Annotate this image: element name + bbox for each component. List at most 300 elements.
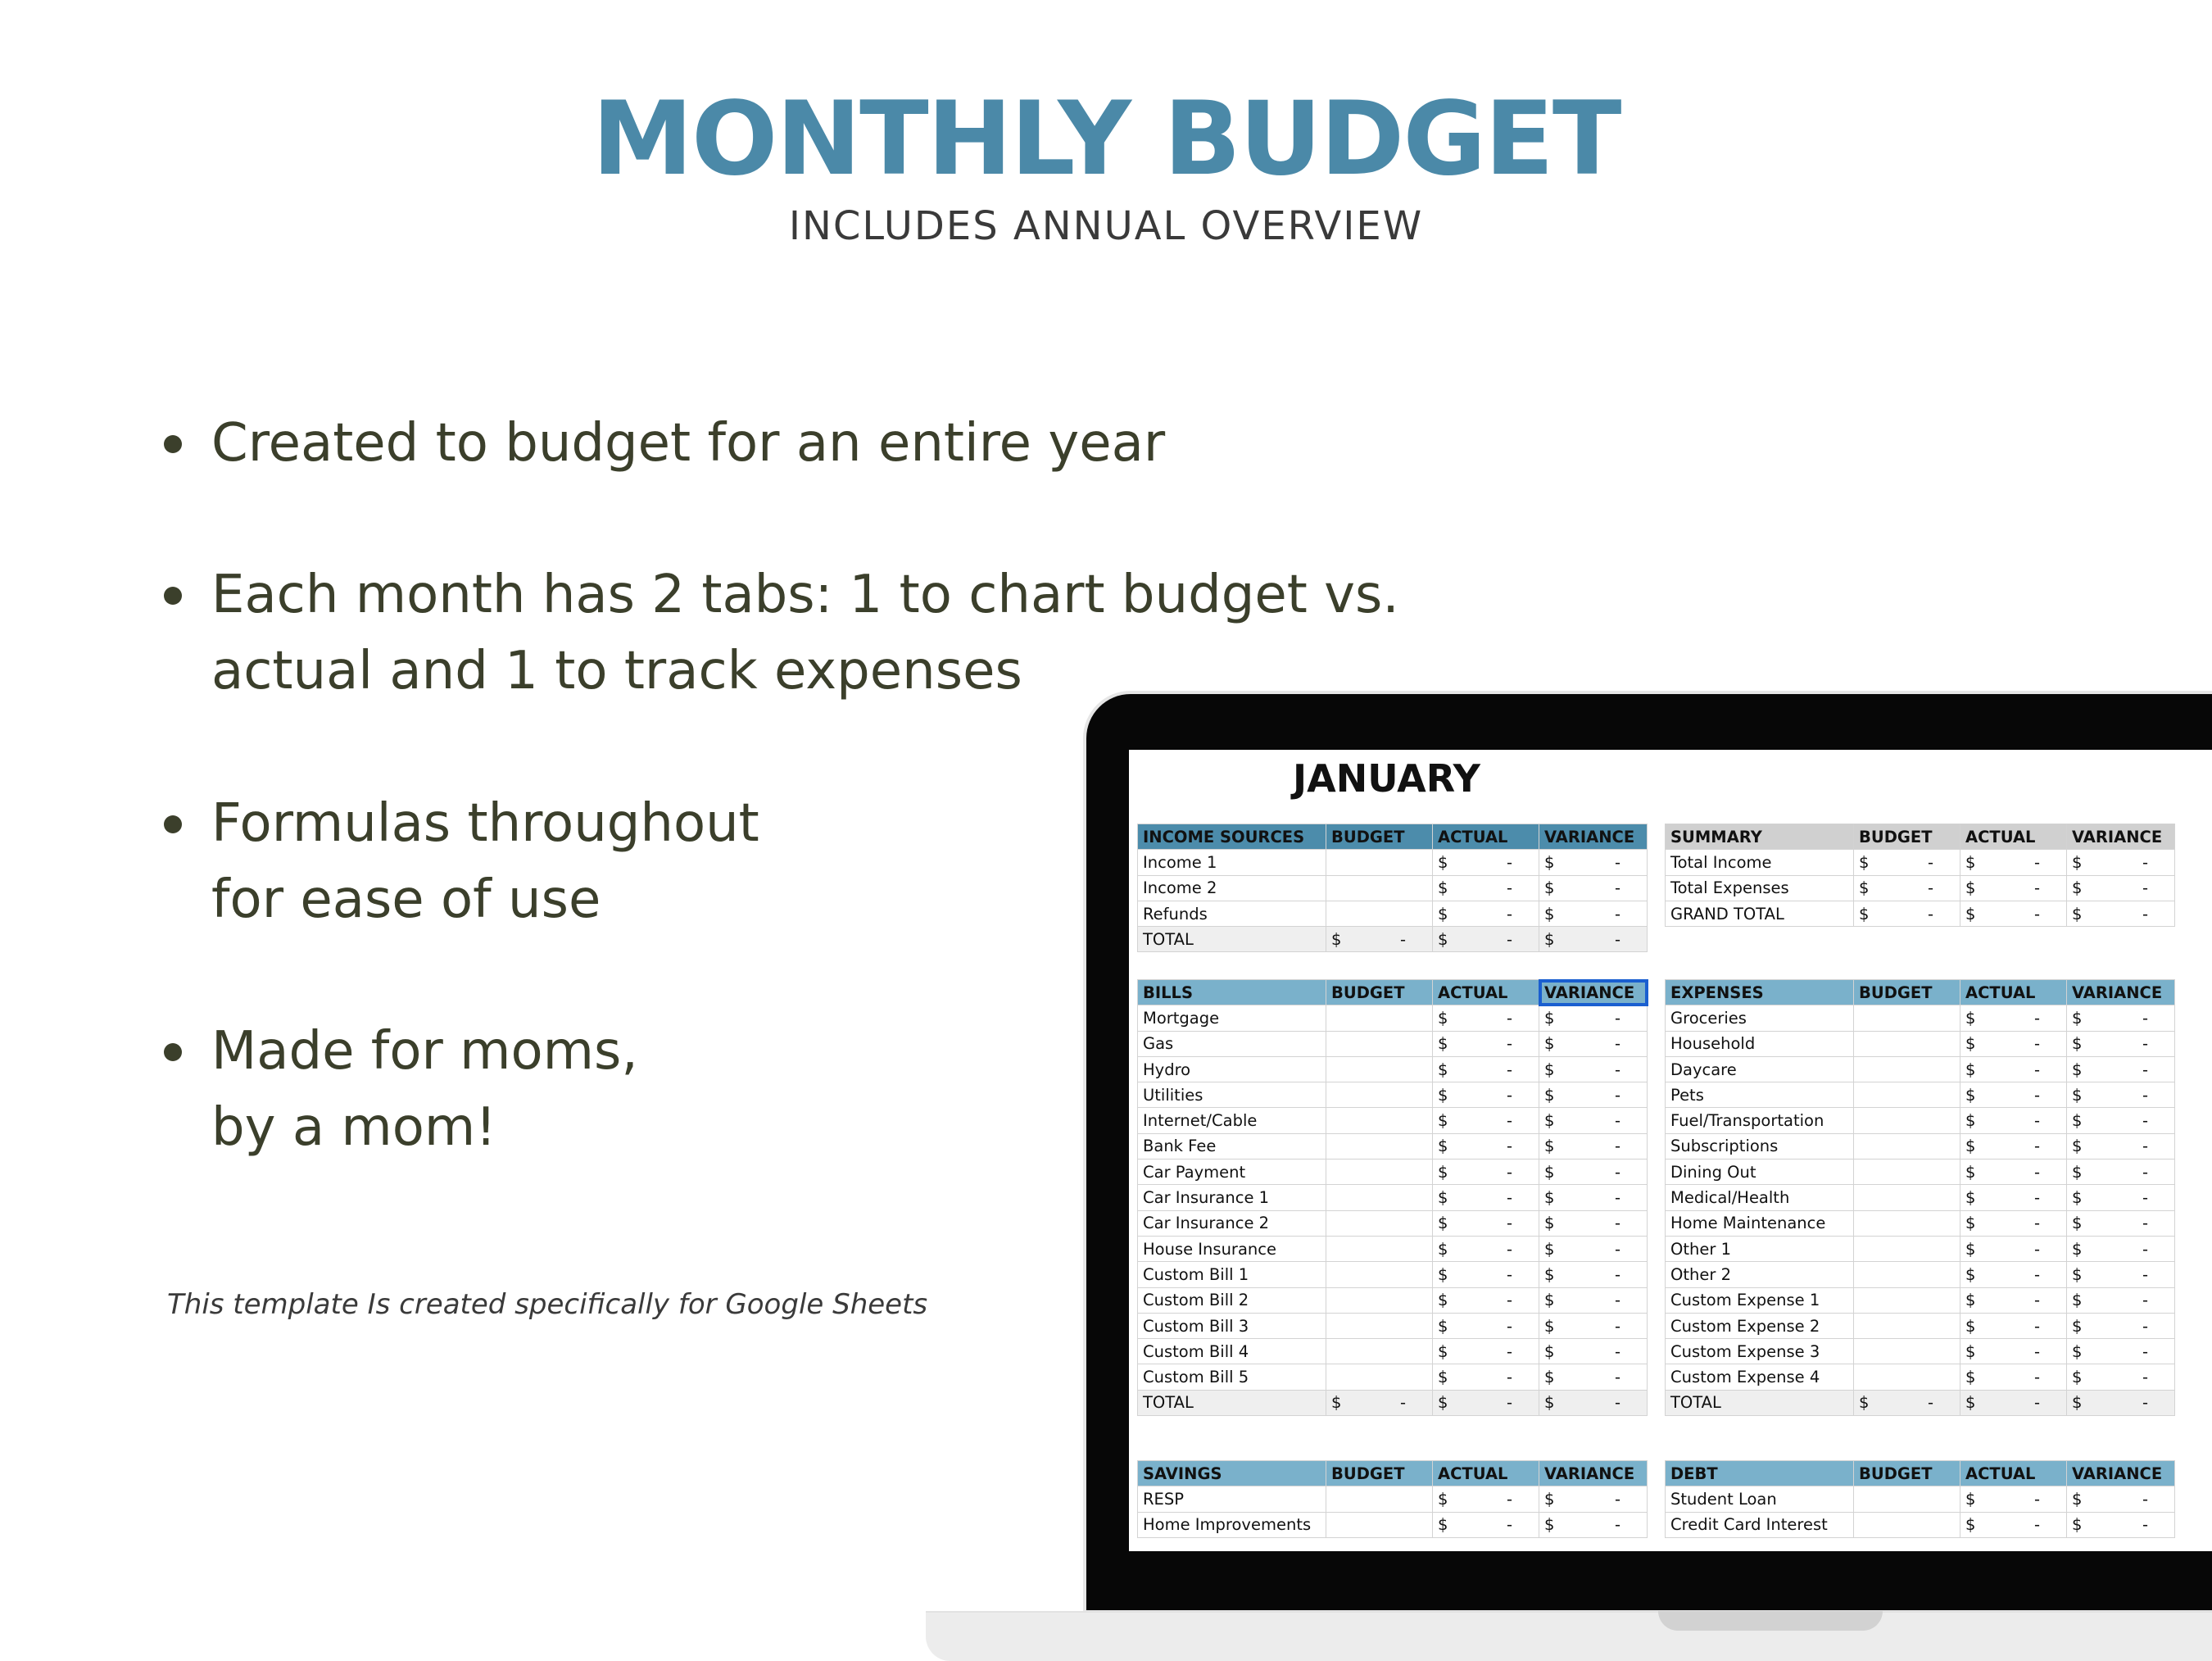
value-cell[interactable]	[1539, 850, 1648, 875]
column-header[interactable]: BUDGET	[1326, 980, 1433, 1005]
row-label-cell[interactable]: GRAND TOTAL	[1666, 901, 1854, 926]
value-cell[interactable]	[1326, 1005, 1433, 1031]
value-cell[interactable]	[1433, 1287, 1539, 1313]
value-cell[interactable]	[1539, 1339, 1648, 1364]
value-cell[interactable]	[1433, 1108, 1539, 1133]
value-cell[interactable]	[1539, 1108, 1648, 1133]
currency-symbol: $	[2072, 1137, 2083, 1156]
money-value	[1859, 878, 1955, 897]
money-value	[1438, 1009, 1534, 1028]
value-cell[interactable]	[2067, 1339, 2175, 1364]
total-value-cell[interactable]	[1854, 1390, 1960, 1415]
value-cell[interactable]	[1433, 1364, 1539, 1390]
currency-symbol: $	[2072, 1489, 2083, 1509]
column-header[interactable]: ACTUAL	[1960, 824, 2067, 850]
value-cell[interactable]	[1960, 1108, 2067, 1133]
empty-value: -	[1614, 1188, 1620, 1208]
row-label-cell[interactable]: Custom Expense 4	[1666, 1364, 1854, 1390]
row-label-cell[interactable]: Internet/Cable	[1138, 1108, 1326, 1133]
empty-value: -	[2033, 1368, 2040, 1387]
value-cell[interactable]	[1539, 1313, 1648, 1338]
total-value-cell[interactable]	[1326, 1390, 1433, 1415]
table-row	[1138, 1005, 1648, 1031]
total-value-cell[interactable]	[1539, 1390, 1648, 1415]
value-cell[interactable]	[1326, 1082, 1433, 1108]
feature-item	[211, 557, 1399, 710]
value-cell[interactable]	[1539, 1005, 1648, 1031]
column-header[interactable]: BUDGET	[1326, 1461, 1433, 1486]
money-value	[1438, 1291, 1534, 1309]
money-value	[1438, 878, 1534, 897]
value-cell[interactable]	[1539, 901, 1648, 926]
table-row	[1138, 1313, 1648, 1338]
empty-value: -	[2142, 1393, 2148, 1413]
currency-symbol: $	[1438, 1162, 1448, 1182]
value-cell[interactable]	[1854, 1364, 1960, 1390]
value-cell[interactable]	[1539, 1210, 1648, 1236]
empty-value: -	[2033, 1316, 2040, 1336]
empty-value: -	[2142, 904, 2148, 924]
empty-value: -	[2033, 1515, 2040, 1535]
row-label-cell[interactable]: Pets	[1666, 1082, 1854, 1108]
value-cell[interactable]	[1326, 1339, 1433, 1364]
money-value	[1544, 1342, 1642, 1361]
value-cell[interactable]	[2067, 1031, 2175, 1056]
column-header[interactable]: ACTUAL	[1433, 1461, 1539, 1486]
value-cell[interactable]	[1539, 1236, 1648, 1261]
value-cell[interactable]	[1433, 1005, 1539, 1031]
row-label-cell[interactable]: Income 2	[1138, 875, 1326, 901]
row-label-cell[interactable]: Student Loan	[1666, 1486, 1854, 1512]
empty-value: -	[2142, 1316, 2148, 1336]
column-header[interactable]: ACTUAL	[1960, 1461, 2067, 1486]
value-cell[interactable]	[1854, 1108, 1960, 1133]
empty-value: -	[1614, 1239, 1620, 1259]
empty-value: -	[2142, 1111, 2148, 1131]
column-header[interactable]: ACTUAL	[1433, 824, 1539, 850]
value-cell[interactable]	[1539, 1056, 1648, 1082]
money-value	[1438, 1393, 1534, 1412]
value-cell[interactable]	[1960, 1236, 2067, 1261]
value-cell[interactable]	[2067, 1185, 2175, 1210]
row-label-cell[interactable]: Custom Bill 4	[1138, 1339, 1326, 1364]
currency-symbol: $	[1965, 1316, 1976, 1336]
money-value	[2072, 1265, 2169, 1284]
currency-symbol: $	[2072, 1214, 2083, 1233]
money-value	[1965, 1060, 2061, 1079]
row-label-cell[interactable]: Other 2	[1666, 1262, 1854, 1287]
value-cell[interactable]	[2067, 1287, 2175, 1313]
value-cell[interactable]	[1539, 875, 1648, 901]
empty-value: -	[2033, 1162, 2040, 1182]
row-label-cell[interactable]: Home Maintenance	[1666, 1210, 1854, 1236]
total-label-cell[interactable]: TOTAL	[1138, 1390, 1326, 1415]
row-label-cell[interactable]: Custom Bill 1	[1138, 1262, 1326, 1287]
value-cell[interactable]	[1539, 1262, 1648, 1287]
row-label-cell[interactable]: Utilities	[1138, 1082, 1326, 1108]
value-cell[interactable]	[1539, 1185, 1648, 1210]
column-header[interactable]: BUDGET	[1854, 824, 1960, 850]
empty-value: -	[1506, 1316, 1512, 1336]
value-cell[interactable]	[1433, 1185, 1539, 1210]
currency-symbol: $	[1544, 1060, 1555, 1079]
column-header[interactable]: INCOME SOURCES	[1138, 824, 1326, 850]
row-label-cell[interactable]: RESP	[1138, 1486, 1326, 1512]
currency-symbol: $	[1965, 1239, 1976, 1259]
value-cell[interactable]	[1854, 901, 1960, 926]
currency-symbol: $	[2072, 1111, 2083, 1131]
value-cell[interactable]	[1326, 1185, 1433, 1210]
value-cell[interactable]	[1854, 1210, 1960, 1236]
value-cell[interactable]	[1539, 1287, 1648, 1313]
column-header[interactable]: ACTUAL	[1960, 980, 2067, 1005]
value-cell[interactable]	[1326, 1210, 1433, 1236]
row-label-cell[interactable]: Custom Expense 2	[1666, 1313, 1854, 1338]
value-cell[interactable]	[1960, 1005, 2067, 1031]
empty-value: -	[1506, 1489, 1512, 1509]
money-value	[2072, 1368, 2169, 1386]
row-label-cell[interactable]: Custom Expense 3	[1666, 1339, 1854, 1364]
value-cell[interactable]	[1960, 1031, 2067, 1056]
column-header[interactable]: BUDGET	[1326, 824, 1433, 850]
value-cell[interactable]	[1960, 1133, 2067, 1159]
row-label-cell[interactable]: Bank Fee	[1138, 1133, 1326, 1159]
money-value	[1965, 1490, 2061, 1509]
empty-value: -	[1927, 878, 1933, 898]
value-cell[interactable]	[1960, 1056, 2067, 1082]
value-cell[interactable]	[2067, 1512, 2175, 1537]
value-cell[interactable]	[1433, 1236, 1539, 1261]
total-value-cell[interactable]	[1539, 927, 1648, 952]
row-label-cell[interactable]: Car Payment	[1138, 1160, 1326, 1185]
money-value	[2072, 853, 2169, 872]
row-label-cell[interactable]: Total Income	[1666, 850, 1854, 875]
empty-value: -	[1614, 1111, 1620, 1131]
table-row	[1666, 1486, 2175, 1512]
money-value	[2072, 1240, 2169, 1259]
value-cell[interactable]	[1854, 1185, 1960, 1210]
money-value	[1965, 1291, 2061, 1309]
column-header[interactable]: BUDGET	[1854, 1461, 1960, 1486]
empty-value: -	[2142, 1008, 2148, 1028]
value-cell[interactable]	[2067, 1056, 2175, 1082]
value-cell[interactable]	[1539, 1031, 1648, 1056]
table-row	[1666, 1287, 2175, 1313]
row-label-cell[interactable]: Gas	[1138, 1031, 1326, 1056]
currency-symbol: $	[2072, 1034, 2083, 1054]
value-cell[interactable]	[1854, 1339, 1960, 1364]
table-header-row	[1138, 824, 1648, 850]
table-row	[1138, 1210, 1648, 1236]
value-cell[interactable]	[1326, 875, 1433, 901]
row-label-cell[interactable]: Household	[1666, 1031, 1854, 1056]
value-cell[interactable]	[1960, 1364, 2067, 1390]
money-value	[2072, 1111, 2169, 1130]
money-value	[1544, 1163, 1642, 1182]
money-value	[1544, 1111, 1642, 1130]
money-value	[1859, 905, 1955, 924]
value-cell[interactable]	[1433, 1262, 1539, 1287]
value-cell[interactable]	[1539, 1133, 1648, 1159]
value-cell[interactable]	[2067, 1486, 2175, 1512]
value-cell[interactable]	[1539, 1082, 1648, 1108]
value-cell[interactable]	[2067, 1236, 2175, 1261]
empty-value: -	[2033, 1085, 2040, 1105]
feature-line: by a mom!	[211, 1097, 496, 1158]
value-cell[interactable]	[2067, 1313, 2175, 1338]
table-row	[1138, 1133, 1648, 1159]
column-header[interactable]: VARIANCE	[2067, 824, 2175, 850]
empty-value: -	[1614, 1316, 1620, 1336]
value-cell[interactable]	[1326, 1486, 1433, 1512]
table-header-row	[1666, 824, 2175, 850]
value-cell[interactable]	[2067, 1005, 2175, 1031]
total-value-cell[interactable]	[1326, 927, 1433, 952]
currency-symbol: $	[1438, 878, 1448, 898]
value-cell[interactable]	[1854, 1287, 1960, 1313]
table-row	[1138, 1287, 1648, 1313]
row-label-cell[interactable]: Dining Out	[1666, 1160, 1854, 1185]
currency-symbol: $	[1438, 1368, 1448, 1387]
value-cell[interactable]	[1433, 1512, 1539, 1537]
total-value-cell[interactable]	[1433, 927, 1539, 952]
empty-value: -	[2033, 1239, 2040, 1259]
currency-symbol: $	[1859, 1393, 1870, 1413]
value-cell[interactable]	[1960, 1486, 2067, 1512]
column-header[interactable]: DEBT	[1666, 1461, 1854, 1486]
value-cell[interactable]	[2067, 1133, 2175, 1159]
value-cell[interactable]	[2067, 850, 2175, 875]
row-label-cell[interactable]: Income 1	[1138, 850, 1326, 875]
value-cell[interactable]	[1960, 1262, 2067, 1287]
value-cell[interactable]	[1854, 1005, 1960, 1031]
column-header[interactable]: VARIANCE	[1539, 980, 1648, 1005]
feature-line: for ease of use	[211, 869, 601, 930]
value-cell[interactable]	[1326, 1236, 1433, 1261]
money-value	[1544, 1214, 1642, 1232]
column-header[interactable]: BILLS	[1138, 980, 1326, 1005]
money-value	[1544, 1317, 1642, 1336]
value-cell[interactable]	[1326, 901, 1433, 926]
row-label-cell[interactable]: Hydro	[1138, 1056, 1326, 1082]
value-cell[interactable]	[1433, 1082, 1539, 1108]
value-cell[interactable]	[2067, 1160, 2175, 1185]
empty-value: -	[1614, 1515, 1620, 1535]
value-cell[interactable]	[1326, 1031, 1433, 1056]
money-value	[1438, 1188, 1534, 1207]
column-header[interactable]: VARIANCE	[2067, 980, 2175, 1005]
value-cell[interactable]	[1326, 1108, 1433, 1133]
empty-value: -	[2142, 1085, 2148, 1105]
total-value-cell[interactable]	[1433, 1390, 1539, 1415]
value-cell[interactable]	[2067, 1364, 2175, 1390]
value-cell[interactable]	[1326, 1056, 1433, 1082]
table-row	[1138, 1160, 1648, 1185]
value-cell[interactable]	[1326, 1160, 1433, 1185]
currency-symbol: $	[2072, 1239, 2083, 1259]
value-cell[interactable]	[1539, 1512, 1648, 1537]
row-label-cell[interactable]: Credit Card Interest	[1666, 1512, 1854, 1537]
value-cell[interactable]	[1960, 1082, 2067, 1108]
value-cell[interactable]	[1854, 1160, 1960, 1185]
empty-value: -	[1506, 1034, 1512, 1054]
value-cell[interactable]	[1960, 1313, 2067, 1338]
total-label-cell[interactable]: TOTAL	[1138, 927, 1326, 952]
value-cell[interactable]	[1960, 1512, 2067, 1537]
row-label-cell[interactable]: Custom Expense 1	[1666, 1287, 1854, 1313]
money-value	[1544, 1291, 1642, 1309]
money-value	[1965, 1034, 2061, 1053]
row-label-cell[interactable]: Medical/Health	[1666, 1185, 1854, 1210]
value-cell[interactable]	[1854, 850, 1960, 875]
table-row	[1138, 850, 1648, 875]
value-cell[interactable]	[1960, 1339, 2067, 1364]
empty-value: -	[2033, 904, 2040, 924]
value-cell[interactable]	[2067, 1262, 2175, 1287]
total-value-cell[interactable]	[2067, 1390, 2175, 1415]
value-cell[interactable]	[1854, 1486, 1960, 1512]
empty-value: -	[1927, 904, 1933, 924]
column-header[interactable]: ACTUAL	[1433, 980, 1539, 1005]
value-cell[interactable]	[1854, 1262, 1960, 1287]
value-cell[interactable]	[1960, 1210, 2067, 1236]
total-value-cell[interactable]	[1960, 1390, 2067, 1415]
column-header[interactable]: SUMMARY	[1666, 824, 1854, 850]
column-header[interactable]: VARIANCE	[1539, 824, 1648, 850]
value-cell[interactable]	[1854, 1313, 1960, 1338]
value-cell[interactable]	[1960, 1160, 2067, 1185]
value-cell[interactable]	[1326, 850, 1433, 875]
value-cell[interactable]	[1326, 1287, 1433, 1313]
empty-value: -	[1614, 1085, 1620, 1105]
currency-symbol: $	[1544, 1368, 1555, 1387]
value-cell[interactable]	[1433, 901, 1539, 926]
value-cell[interactable]	[1854, 1512, 1960, 1537]
value-cell[interactable]	[1433, 1031, 1539, 1056]
value-cell[interactable]	[1539, 1160, 1648, 1185]
total-label-cell[interactable]: TOTAL	[1666, 1390, 1854, 1415]
row-label-cell[interactable]: Custom Bill 5	[1138, 1364, 1326, 1390]
value-cell[interactable]	[1539, 1364, 1648, 1390]
value-cell[interactable]	[2067, 1082, 2175, 1108]
value-cell[interactable]	[1326, 1262, 1433, 1287]
currency-symbol: $	[1544, 1137, 1555, 1156]
money-value	[1438, 905, 1534, 924]
row-label-cell[interactable]: Subscriptions	[1666, 1133, 1854, 1159]
value-cell[interactable]	[1539, 1486, 1648, 1512]
row-label-cell[interactable]: Refunds	[1138, 901, 1326, 926]
value-cell[interactable]	[1960, 1185, 2067, 1210]
table-row	[1666, 1005, 2175, 1031]
row-label-cell[interactable]: Home Improvements	[1138, 1512, 1326, 1537]
column-header[interactable]: SAVINGS	[1138, 1461, 1326, 1486]
empty-value: -	[2142, 878, 2148, 898]
empty-value: -	[2142, 1489, 2148, 1509]
column-header[interactable]: BUDGET	[1854, 980, 1960, 1005]
row-label-cell[interactable]: Daycare	[1666, 1056, 1854, 1082]
column-header[interactable]: EXPENSES	[1666, 980, 1854, 1005]
row-label-cell[interactable]: Total Expenses	[1666, 875, 1854, 901]
row-label-cell[interactable]: House Insurance	[1138, 1236, 1326, 1261]
currency-symbol: $	[1965, 1393, 1976, 1413]
money-value	[2072, 1393, 2169, 1412]
value-cell[interactable]	[1433, 1313, 1539, 1338]
empty-value: -	[1506, 1368, 1512, 1387]
row-label-cell[interactable]: Custom Bill 2	[1138, 1287, 1326, 1313]
money-value	[1544, 853, 1642, 872]
empty-value: -	[2142, 1264, 2148, 1284]
value-cell[interactable]	[2067, 901, 2175, 926]
money-value	[1544, 1188, 1642, 1207]
value-cell[interactable]	[1854, 1133, 1960, 1159]
row-label-cell[interactable]: Fuel/Transportation	[1666, 1108, 1854, 1133]
money-value	[1544, 1393, 1642, 1412]
value-cell[interactable]	[1433, 850, 1539, 875]
row-label-cell[interactable]: Car Insurance 1	[1138, 1185, 1326, 1210]
row-label-cell[interactable]: Groceries	[1666, 1005, 1854, 1031]
row-label-cell[interactable]: Mortgage	[1138, 1005, 1326, 1031]
value-cell[interactable]	[1433, 1056, 1539, 1082]
feature-item	[211, 406, 1165, 482]
value-cell[interactable]	[2067, 1210, 2175, 1236]
value-cell[interactable]	[1854, 875, 1960, 901]
value-cell[interactable]	[1960, 850, 2067, 875]
income-table	[1137, 824, 1648, 952]
value-cell[interactable]	[1326, 1313, 1433, 1338]
row-label-cell[interactable]: Car Insurance 2	[1138, 1210, 1326, 1236]
empty-value: -	[2033, 878, 2040, 898]
value-cell[interactable]	[1854, 1056, 1960, 1082]
value-cell[interactable]	[1433, 1339, 1539, 1364]
money-value	[2072, 1163, 2169, 1182]
empty-value: -	[2033, 1188, 2040, 1208]
value-cell[interactable]	[1960, 1287, 2067, 1313]
value-cell[interactable]	[1433, 1486, 1539, 1512]
value-cell[interactable]	[1854, 1236, 1960, 1261]
table-row	[1138, 1082, 1648, 1108]
money-value	[2072, 1291, 2169, 1309]
value-cell[interactable]	[1433, 1133, 1539, 1159]
money-value	[1965, 1163, 2061, 1182]
table-row	[1138, 1512, 1648, 1537]
value-cell[interactable]	[1433, 1160, 1539, 1185]
money-value	[1544, 1368, 1642, 1386]
row-label-cell[interactable]: Custom Bill 3	[1138, 1313, 1326, 1338]
empty-value: -	[1614, 1291, 1620, 1310]
currency-symbol: $	[1438, 1239, 1448, 1259]
empty-value: -	[1506, 852, 1512, 872]
value-cell[interactable]	[1960, 875, 2067, 901]
value-cell[interactable]	[1326, 1364, 1433, 1390]
value-cell[interactable]	[1960, 901, 2067, 926]
empty-value: -	[2142, 1341, 2148, 1361]
row-label-cell[interactable]: Other 1	[1666, 1236, 1854, 1261]
currency-symbol: $	[2072, 1368, 2083, 1387]
value-cell[interactable]	[1326, 1512, 1433, 1537]
value-cell[interactable]	[1854, 1031, 1960, 1056]
value-cell[interactable]	[1433, 875, 1539, 901]
money-value	[1438, 1214, 1534, 1232]
column-header[interactable]: VARIANCE	[1539, 1461, 1648, 1486]
value-cell[interactable]	[1433, 1210, 1539, 1236]
column-header[interactable]: VARIANCE	[2067, 1461, 2175, 1486]
money-value	[1544, 1240, 1642, 1259]
value-cell[interactable]	[1854, 1082, 1960, 1108]
value-cell[interactable]	[1326, 1133, 1433, 1159]
value-cell[interactable]	[2067, 875, 2175, 901]
feature-item	[211, 1014, 638, 1166]
value-cell[interactable]	[2067, 1108, 2175, 1133]
